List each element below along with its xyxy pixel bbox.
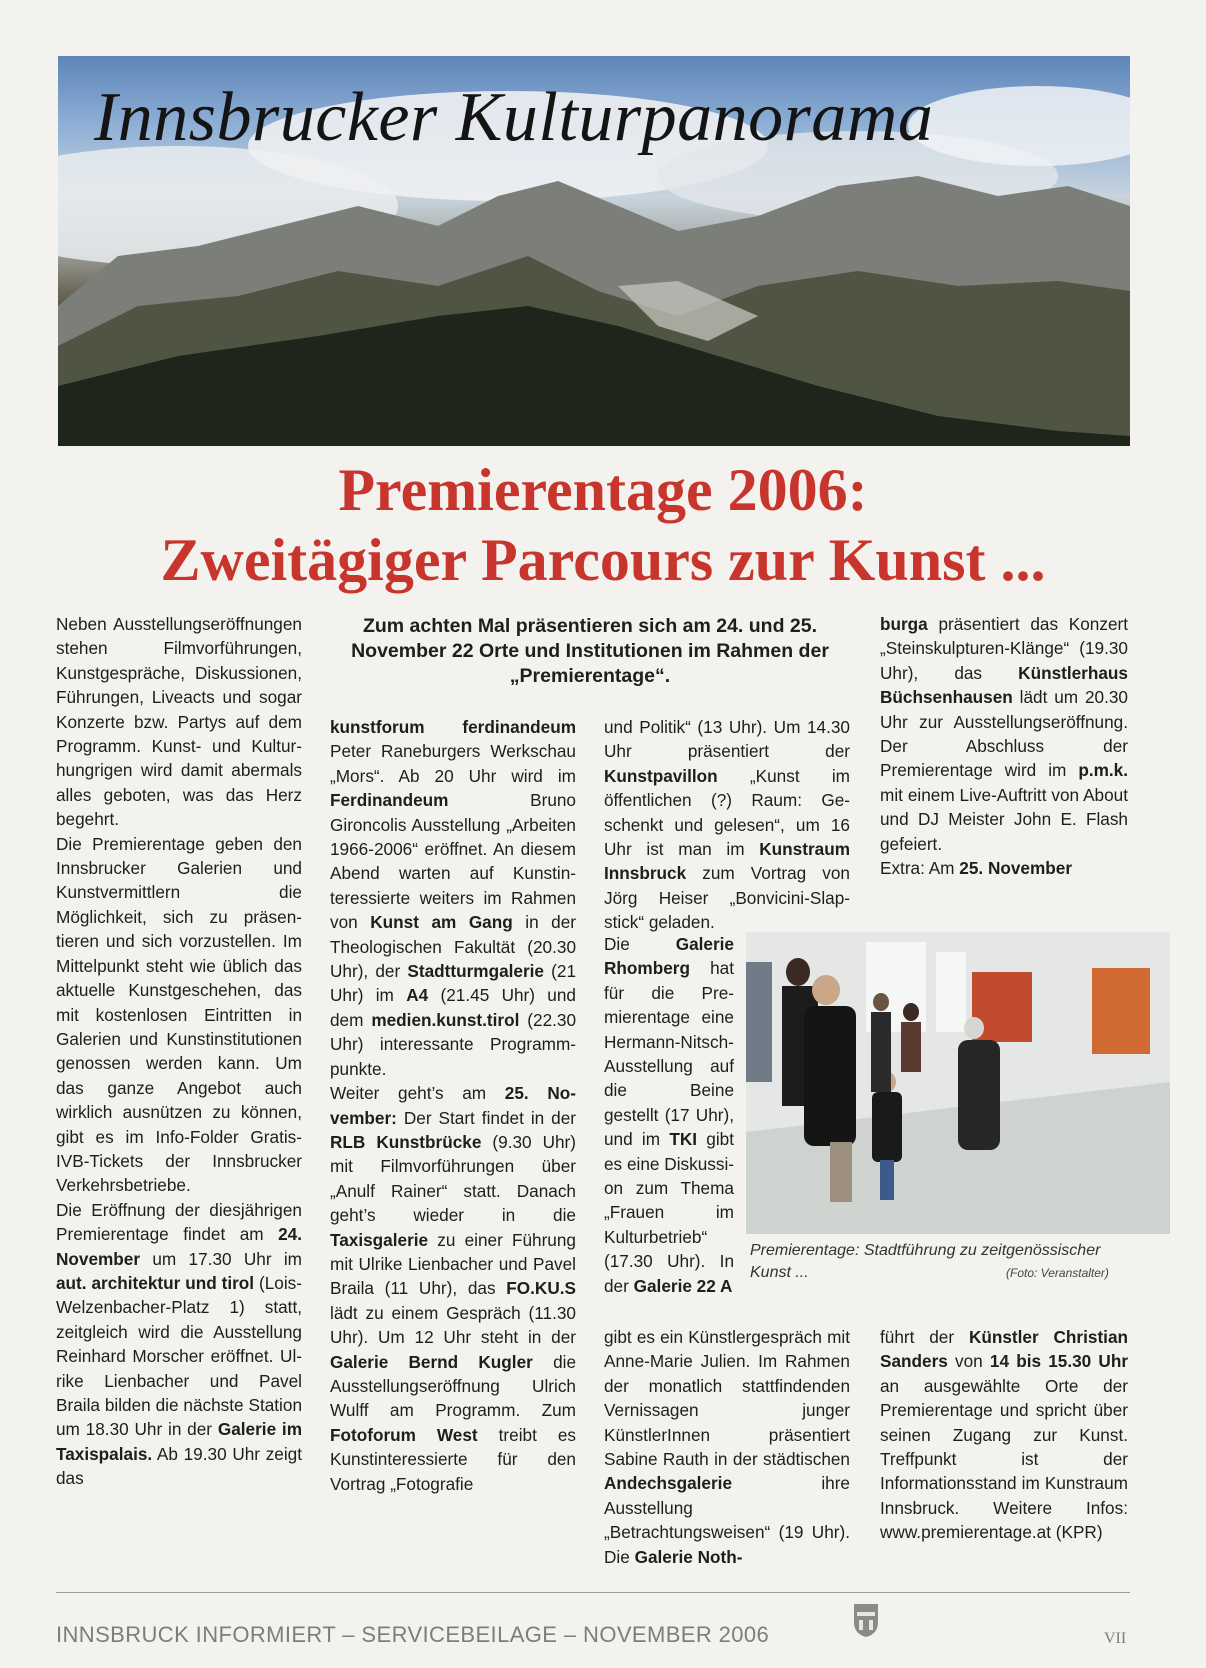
paragraph: führt der Künstler Christian Sanders von 14 bis 15.30 Uhr an ausgewählte Orte der Premierentage und spricht über seinen Zugang zur Kunst. Treffpunkt ist der Informationsstand im Kunstraum Innsbruck. Weitere Infos: www.premierentage.at (KPR) (880, 1327, 1129, 1543)
footer-text: INNSBRUCK INFORMIERT – SERVICEBEILAGE – NOVEMBER 2006 (56, 1622, 770, 1647)
page-number: VII (1104, 1630, 1127, 1647)
footer-divider (56, 1592, 1130, 1593)
article-column-4-bottom (880, 1325, 1128, 1545)
headline-line-1: Premierentage 2006: (338, 457, 868, 523)
headline-line-2: Zweitägiger Parcours zur Kunst ... (160, 527, 1046, 593)
article-column-1 (56, 612, 302, 1491)
paragraph: burga präsentiert das Konzert „Steinskulpturen-Klänge“ (19.30 Uhr), das Künstlerhaus Büchsenhausen lädt um 20.30 Uhr zur Ausstellungseröffnung. Der Abschluss der Premierentage wird im p.m.k. mit einem Live-Auftritt von About und DJ Meister John E. Flash gefeiert. (880, 614, 1128, 854)
banner-image (58, 56, 1130, 446)
article-column-4-top (880, 612, 1128, 880)
photo-credit: (Foto: Veranstalter) (1006, 1266, 1109, 1280)
article-column-2 (330, 715, 576, 1496)
paragraph: Die Premierentage geben den Innsbrucker Galerien und Kunstvermittlern die Möglichkeit, sich zu präsentieren und sich vorzustellen. Im Mittelpunkt steht wie üblich das aktuelle Kunstgeschehen, das mit kostenlosen Eintritten in Galerien und Kunstinstitutionen genossen werden kann. Um das ganze Angebot auch wirklich ausnützen zu können, gibt es im Info-Folder Gratis-IVB-Tickets der Innsbrucker Verkehrsbetriebe. (56, 833, 302, 1196)
paragraph: Die Galerie Rhomberg hat für die Premierentage eine Hermann-Nitsch-Ausstellung auf die Beine gestellt (17 Uhr), und im TKI gibt es eine Diskussion zum Thema „Frauen im Kulturbetrieb“ (17.30 Uhr). In der Galerie 22 A (604, 934, 735, 1296)
paragraph: und Politik“ (13 Uhr). Um 14.30 Uhr präsentiert der Kunstpavillon „Kunst im öffentlichen (?) Raum: Geschenkt und gelesen“, um 16 Uhr ist man im Kunstraum Innsbruck zum Vortrag von Jörg Heiser „Bonvicini-Slapstick“ geladen. (604, 717, 850, 933)
paragraph: Die Eröffnung der diesjährigen Premierentage findet am 24. November um 17.30 Uhr im aut. architektur und tirol (Lois-Welzenbacher-Platz 1) statt, zeitgleich wird die Ausstellung Reinhard Morscher eröffnet. Ulrike Lienbacher und Pavel Braila bilden die nächste Station um 18.30 Uhr in der Galerie im Taxispalais. Ab 19.30 Uhr zeigt das (56, 1199, 303, 1489)
gallery-photo (746, 932, 1170, 1234)
paragraph: Neben Ausstellungseröffnungen stehen Filmvorführungen, Kunstgespräche, Diskussionen, Führungen, Liveacts und sogar Konzerte bzw. Partys auf dem Programm. Kunst- und Kulturhungrigen wird damit abermals alles geboten, was das Herz begehrt. (56, 614, 302, 830)
paragraph: gibt es ein Künstlergespräch mit Anne-Marie Julien. Im Rahmen der monatlich stattfindenden Vernissagen junger KünstlerInnen präsentiert Sabine Rauth in der städtischen Andechsgalerie ihre Ausstellung „Betrachtungsweisen“ (19 Uhr). Die Galerie Noth- (604, 1327, 850, 1567)
article-column-3-narrow (604, 932, 734, 1298)
paragraph: Extra: Am 25. November (880, 858, 1073, 879)
banner-title: Innsbrucker Kulturpanorama (94, 79, 934, 156)
gallery-visitors-illustration (746, 932, 1170, 1234)
paragraph: kunstforum ferdinandeum Peter Raneburgers Werkschau „Mors“. Ab 20 Uhr wird im Ferdinandeum Bruno Gironcolis Ausstellung „Arbeiten 1966-2006“ eröffnet. An diesem Abend warten auf Kunstinteressierte weiters im Rahmen von Kunst am Gang in der Theologischen Fakultät (20.30 Uhr), der Stadtturmgalerie (21 Uhr) im A4 (21.45 Uhr) und dem medien.kunst.tirol (22.30 Uhr) interessante Programmpunkte. (330, 717, 577, 1079)
paragraph: Weiter geht’s am 25. November: Der Start findet in der RLB Kunstbrücke (9.30 Uhr) mit Filmvorführungen über „Anulf Rainer“ statt. Danach geht’s wieder in die Taxisgalerie zu einer Führung mit Ulrike Lienbacher und Pavel Braila (11 Uhr), das FO.KU.S lädt zu einem Gespräch (11.30 Uhr). Um 12 Uhr steht in der Galerie Bernd Kugler die Ausstellungseröffnung Ulrich Wulff am Programm. Zum Fotoforum West treibt es Kunstinteressierte für den Vortrag „Fotografie (330, 1083, 577, 1494)
city-crest-icon (852, 1602, 880, 1638)
article-column-3-top (604, 715, 850, 935)
photo-caption: Premierentage: Stadtführung zu zeitgenössischer Kunst ... (750, 1242, 1101, 1281)
article-column-3-bottom (604, 1325, 850, 1569)
intro-lead: Zum achten Mal präsentieren sich am 24. und 25. November 22 Orte und Institutionen im Rahmen der „Premierentage“. (351, 615, 829, 687)
